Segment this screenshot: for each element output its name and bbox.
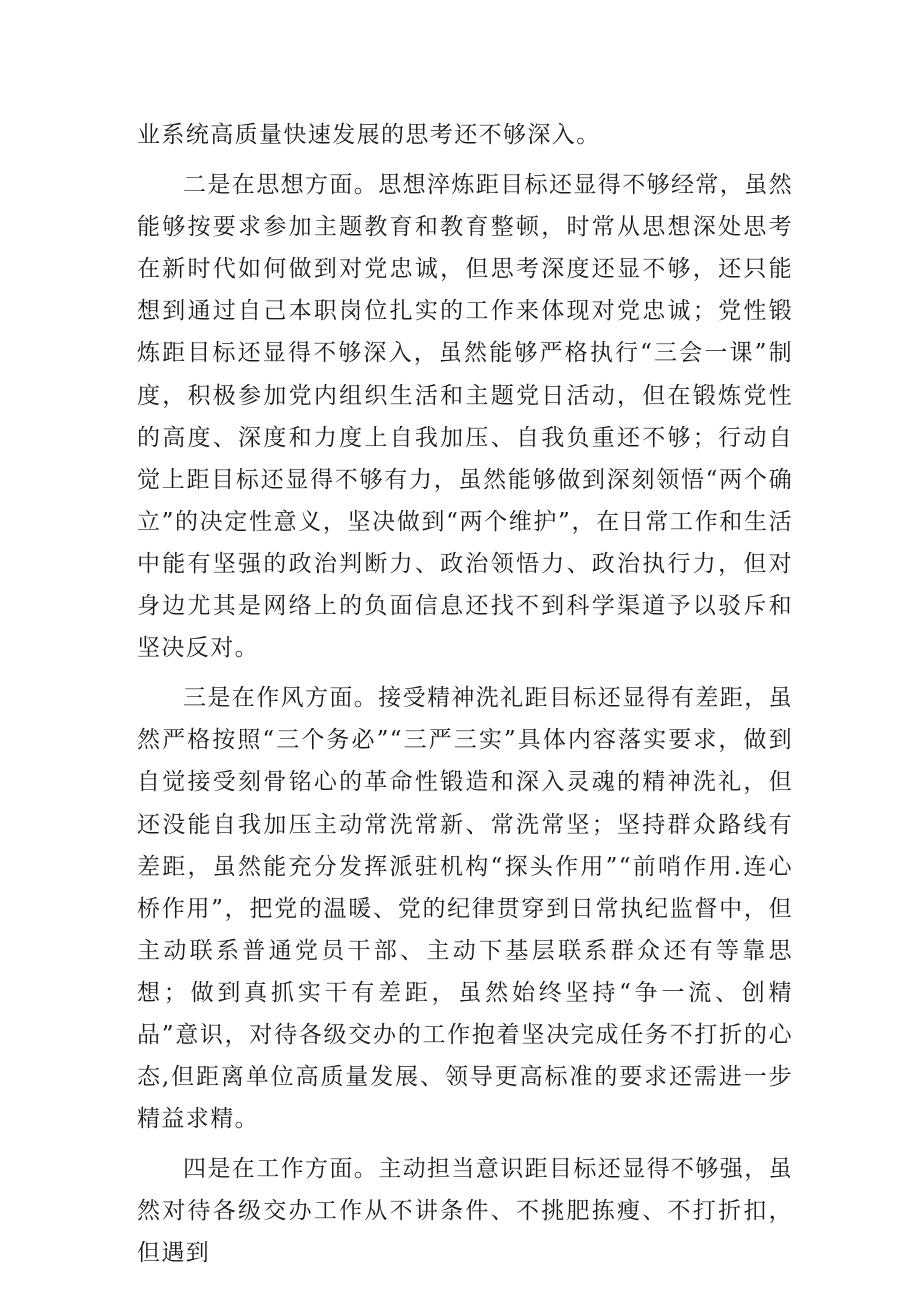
paragraph-gap <box>137 156 793 164</box>
paragraph-continuation: 业系统高质量快速发展的思考还不够深入。 <box>137 122 601 148</box>
paragraph-work: 四是在工作方面。主动担当意识距目标还显得不够强，虽然对待各级交办工作从不讲条件、不挑肥拣瘦、不打折扣，但遇到 <box>137 1156 793 1267</box>
paragraph-style: 三是在作风方面。接受精神洗礼距目标还显得有差距，虽然严格按照“三个务必”“三严三实”具体内容落实要求，做到自觉接受刻骨铭心的革命性锻造和深入灵魂的精神洗礼，但还没能自我加压主动常洗常新、常洗常坚；坚持群众路线有差距，虽然能充分发挥派驻机构“探头作用”“前哨作用.连心桥作用”，把党的温暖、党的纪律贯穿到日常执纪监督中，但主动联系普通党员干部、主动下基层联系群众还有等靠思想；做到真抓实干有差距，虽然始终坚持“争一流、创精品”意识，对待各级交办的工作抱着坚决完成任务不打折的心态,但距离单位高质量发展、领导更高标准的要求还需进一步精益求精。 <box>137 685 793 1133</box>
paragraph-gap <box>137 669 793 677</box>
paragraph-thought: 二是在思想方面。思想淬炼距目标还显得不够经常，虽然能够按要求参加主题教育和教育整顿，时常从思想深处思考在新时代如何做到对党忠诚，但思考深度还显不够，还只能想到通过自己本职岗位扎实的工作来体现对党忠诚；党性锻炼距目标还显得不够深入，虽然能够严格执行“三会一课”制度，积极参加党内组织生活和主题党日活动，但在锻炼党性的高度、深度和力度上自我加压、自我负重还不够；行动自觉上距目标还显得不够有力，虽然能够做到深刻领悟“两个确立”的决定性意义，坚决做到“两个维护”，在日常工作和生活中能有坚强的政治判断力、政治领悟力、政治执行力，但对身边尤其是网络上的负面信息还找不到科学渠道予以驳斥和坚决反对。 <box>137 172 793 662</box>
paragraph-gap <box>137 1140 793 1148</box>
document-body <box>137 114 793 1275</box>
